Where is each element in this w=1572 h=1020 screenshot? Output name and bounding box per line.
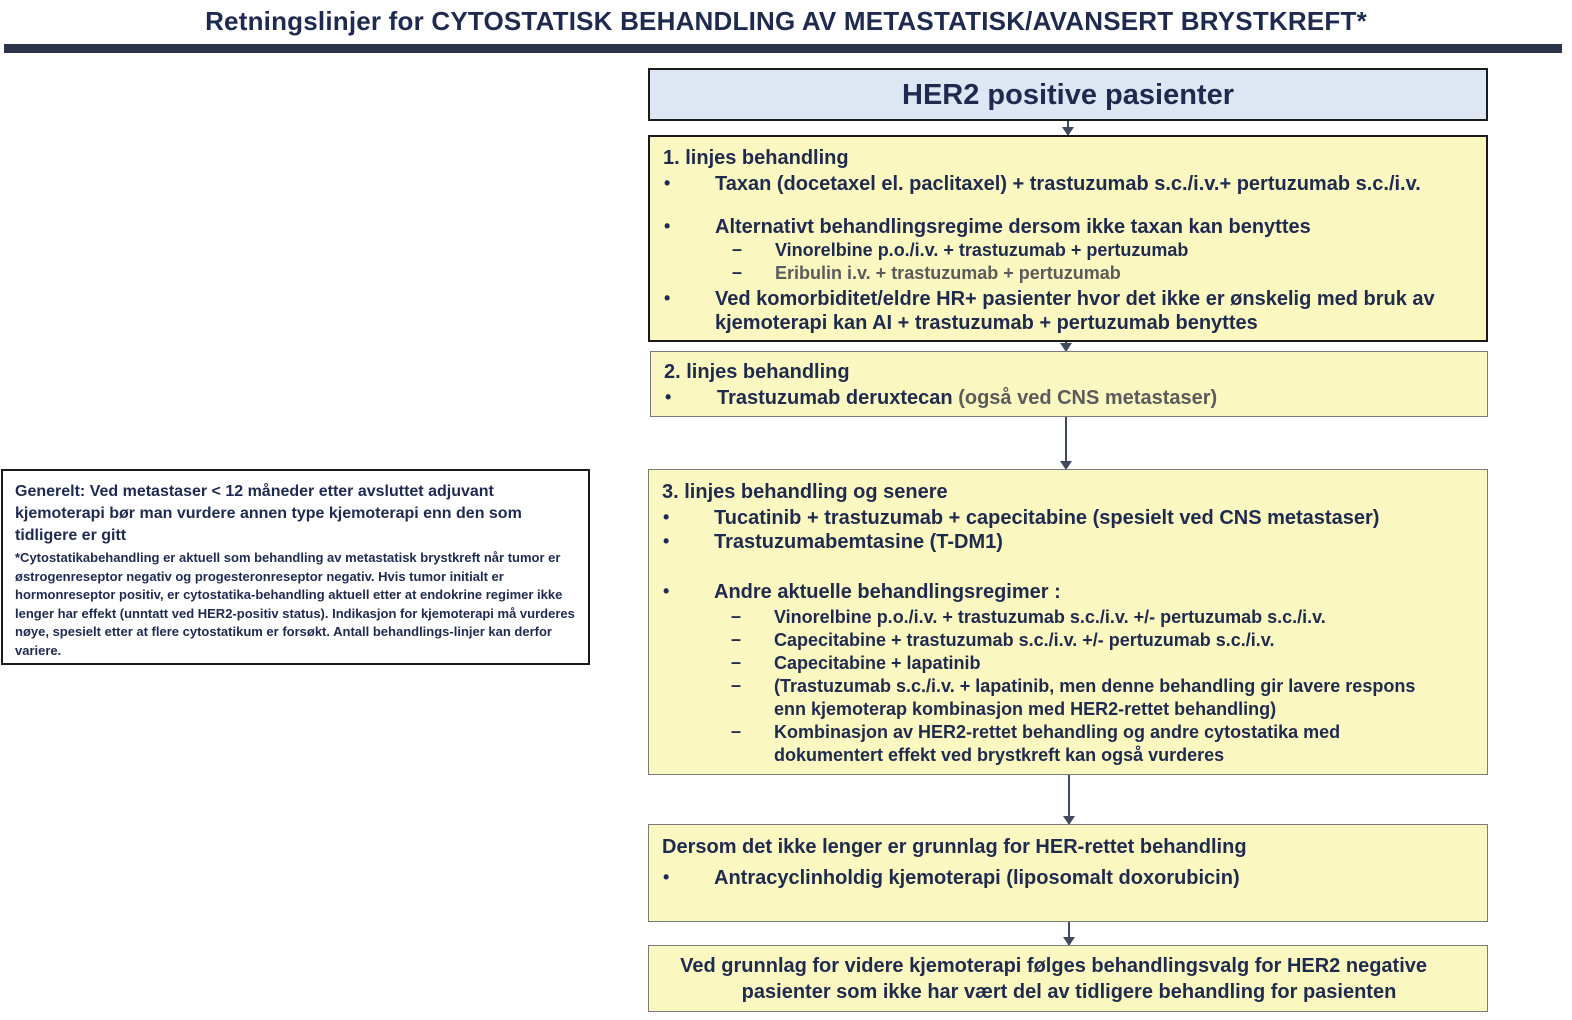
line3-dash-vinorelbine: Vinorelbine p.o./i.v. + trastuzumab s.c./i.v. +/- pertuzumab s.c./i.v. — [774, 607, 1326, 627]
bullet-icon: • — [663, 581, 670, 601]
arrow-line3-to-line4 — [1068, 775, 1070, 824]
line3-dash-capecitabine-trastuzumab: Capecitabine + trastuzumab s.c./i.v. +/- pertuzumab s.c./i.v. — [774, 630, 1275, 650]
line2-drug: Trastuzumab deruxtecan — [717, 387, 953, 409]
dash-icon: – — [732, 239, 743, 259]
dash-icon: – — [732, 262, 743, 282]
general-note-box — [1, 469, 590, 665]
arrow-line2-to-line3 — [1065, 417, 1067, 469]
arrow-line1-to-line2 — [1065, 341, 1067, 351]
dash-icon: – — [731, 675, 742, 695]
page-title: Retningslinjer for CYTOSTATISK BEHANDLING AV METASTATISK/AVANSERT BRYSTKREFT* — [205, 6, 1367, 36]
general-note: Generelt: Ved metastaser < 12 måneder etter avsluttet adjuvant kjemoterapi bør man vurdere annen type kjemoterapi enn den som tidligere er gitt — [15, 483, 522, 544]
bullet-icon: • — [664, 288, 671, 308]
line3-dash-combination-a: Kombinasjon av HER2-rettet behandling og andre cytostatika med — [774, 722, 1341, 742]
her2-positive-header: HER2 positive pasienter — [648, 68, 1488, 121]
arrow-header-to-line1 — [1067, 121, 1069, 135]
title-rule — [4, 44, 1562, 53]
bullet-icon: • — [663, 507, 670, 527]
line3-bullet-tucatinib: Tucatinib + trastuzumab + capecitabine (spesielt ved CNS metastaser) — [714, 507, 1380, 529]
second-line-treatment-box — [650, 351, 1488, 417]
third-line-treatment-box — [648, 469, 1488, 775]
dash-icon: – — [731, 629, 742, 649]
cytostatic-footnote: *Cytostatikabehandling er aktuell som behandling av metastatisk brystkreft når tumor er østrogenreseptor negativ og progesteronreseptor negativ. Hvis tumor initialt er hormonreseptor positiv, er cytostatika-behandling aktuell etter at endokrine regimer ikke lenger har effekt (unntatt ved HER2-positiv status). Indikasjon for kjemoterapi må vurderes nøye, spesielt etter at flere cytostatikum er forsøkt. Antall behandlings-linjer kan derfor variere. — [15, 550, 575, 658]
line1-bullet-alternative: Alternativt behandlingsregime dersom ikke taxan kan benyttes — [715, 216, 1311, 238]
line1-dash-eribulin: Eribulin i.v. + trastuzumab + pertuzumab — [775, 263, 1121, 283]
bullet-icon: • — [663, 531, 670, 551]
line3-dash-trastuzumab-lapatinib-a: (Trastuzumab s.c./i.v. + lapatinib, men denne behandling gir lavere respons — [774, 676, 1416, 696]
dash-icon: – — [731, 606, 742, 626]
bullet-icon: • — [665, 387, 672, 407]
non-her-treatment-box — [648, 824, 1488, 922]
line5-text-2: pasienter som ikke har vært del av tidligere behandling for pasienten — [741, 981, 1397, 1003]
line1-dash-vinorelbine: Vinorelbine p.o./i.v. + trastuzumab + pertuzumab — [775, 240, 1189, 260]
line1-bullet-comorbidity-b: kjemoterapi kan AI + trastuzumab + pertuzumab benyttes — [715, 312, 1258, 334]
line1-heading: 1. linjes behandling — [663, 147, 849, 169]
line3-bullet-other: Andre aktuelle behandlingsregimer : — [714, 581, 1061, 603]
dash-icon: – — [731, 652, 742, 672]
dash-icon: – — [731, 721, 742, 741]
line3-dash-combination-b: dokumentert effekt ved brystkreft kan også vurderes — [774, 745, 1225, 765]
line2-cns-note: (også ved CNS metastaser) — [958, 387, 1218, 409]
line3-dash-capecitabine-lapatinib: Capecitabine + lapatinib — [774, 653, 981, 673]
bullet-icon: • — [663, 867, 670, 887]
line2-bullet — [717, 386, 1217, 410]
further-chemo-box — [648, 945, 1488, 1012]
bullet-icon: • — [664, 216, 671, 236]
line3-dash-trastuzumab-lapatinib-b: enn kjemoterap kombinasjon med HER2-rettet behandling) — [774, 699, 1277, 719]
first-line-treatment-box — [648, 135, 1488, 342]
line5-text-1: Ved grunnlag for videre kjemoterapi følges behandlingsvalg for HER2 negative — [680, 955, 1427, 977]
line4-heading: Dersom det ikke lenger er grunnlag for HER-rettet behandling — [662, 836, 1247, 858]
line1-bullet-comorbidity-a: Ved komorbiditet/eldre HR+ pasienter hvor det ikke er ønskelig med bruk av — [715, 288, 1435, 310]
line3-heading: 3. linjes behandling og senere — [662, 481, 948, 503]
line3-bullet-tdm1: Trastuzumabemtasine (T-DM1) — [714, 531, 1003, 553]
line2-heading: 2. linjes behandling — [664, 361, 850, 383]
line1-bullet-taxan: Taxan (docetaxel el. paclitaxel) + trastuzumab s.c./i.v.+ pertuzumab s.c./i.v. — [715, 173, 1421, 195]
arrow-line4-to-line5 — [1068, 922, 1070, 945]
line4-bullet-antracyclin: Antracyclinholdig kjemoterapi (liposomalt doxorubicin) — [714, 867, 1240, 889]
bullet-icon: • — [664, 173, 671, 193]
